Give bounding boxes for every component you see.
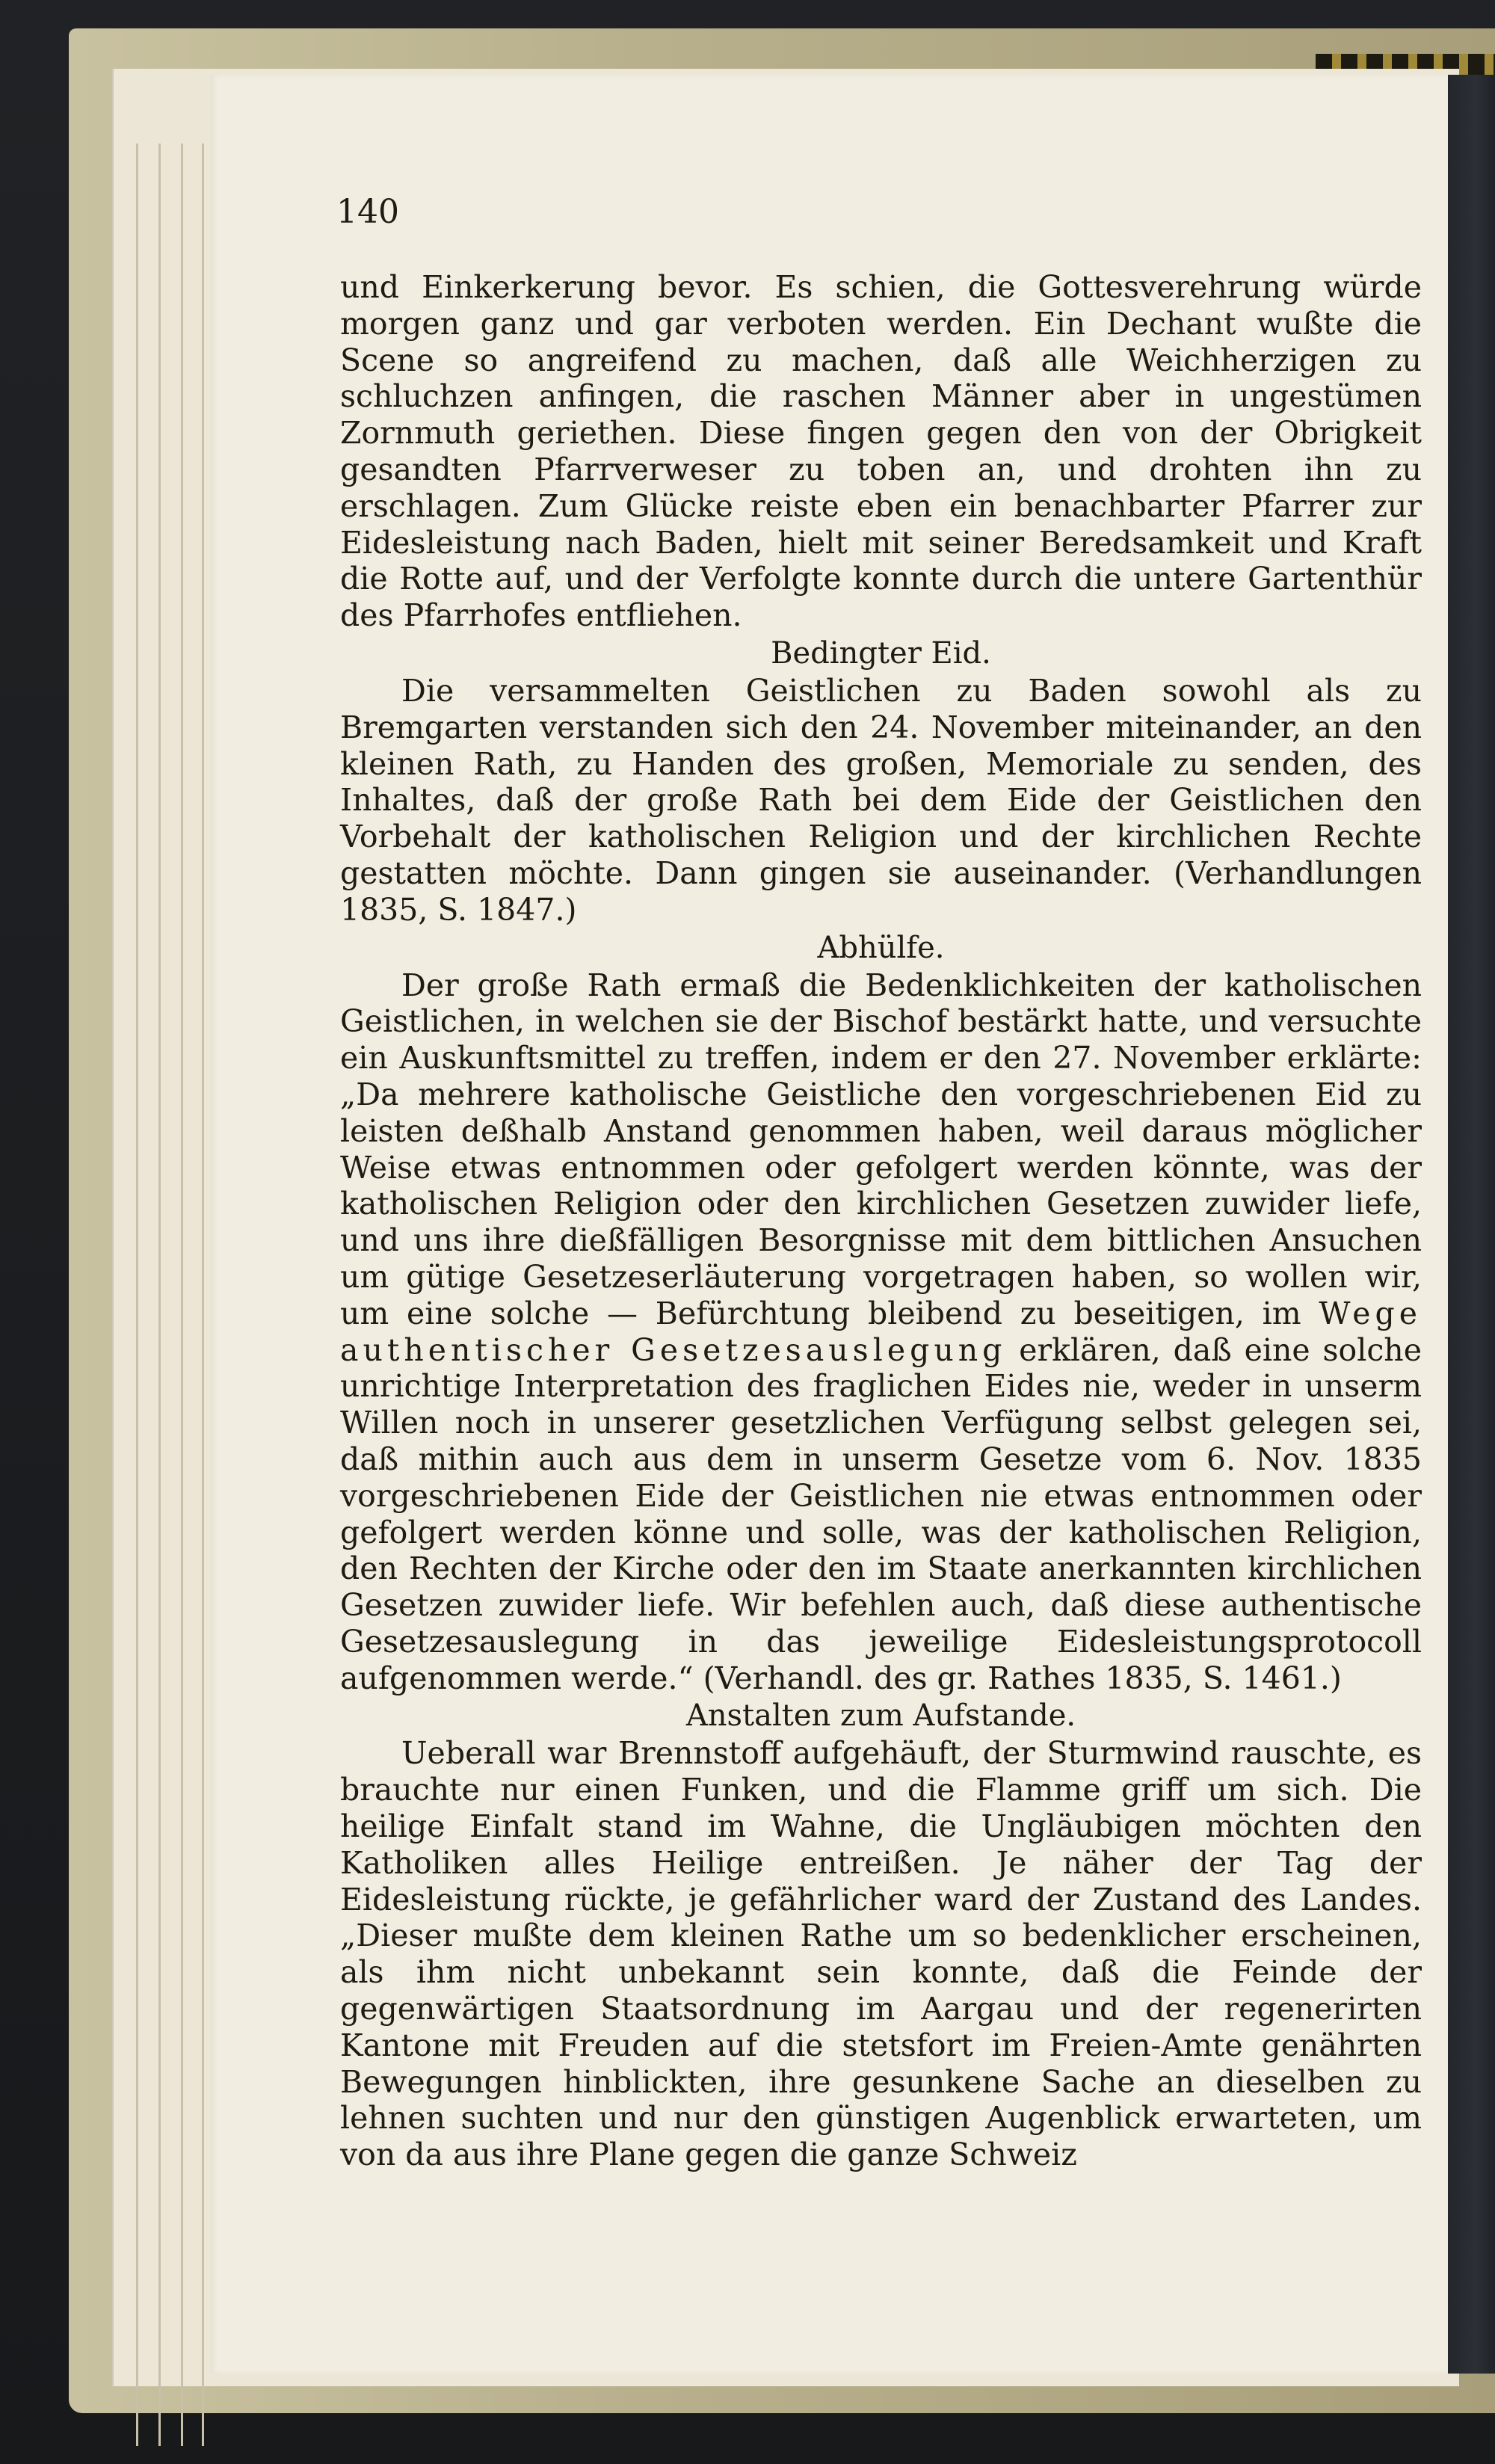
page-edge-line bbox=[181, 144, 183, 2446]
paragraph-4: Ueberall war Brennstoff aufgehäuft, der Sturmwind rauschte, es brauchte nur einen Funken, und die Flamme griff um sich. Die heilige Einfalt stand im Wahne, die Ungläubigen möchten den Katholiken alles Heilige entreißen. Je näher der Tag der Eidesleistung rückte, je gefährlicher ward der Zustand des Landes. „Dieser mußte dem kleinen Rathe um so bedenklicher erscheinen, als ihm nicht unbekannt sein konnte, daß die Feinde der gegenwärtigen Staatsordnung im Aargau und der regenerirten Kantone mit Freuden auf die stetsfort im Freien-Amte genährten Bewegungen hinblickten, ihre gesunkene Sache an dieselben zu lehnen suchten und nur den günstigen Augenblick erwarteten, um von da aus ihre Plane gegen die ganze Schweiz bbox=[340, 1735, 1422, 2173]
section-heading-bedingter-eid: Bedingter Eid. bbox=[771, 635, 991, 671]
paragraph-3 bbox=[340, 967, 1422, 1697]
paragraph-3-part-2: erklären, daß eine solche unrichtige Interpretation des fraglichen Eides nie, weder in unserm Willen noch in unserer gesetzlichen Verfügung selbst gelegen sei, daß mithin auch aus dem in unserm Gesetze vom 6. Nov. 1835 vorgeschriebenen Eide der Geistlichen nie etwas entnommen oder gefolgert werden könne und solle, was der katholischen Religion, den Rechten der Kirche oder den im Staate anerkannten kirchlichen Gesetzen zuwider liefe. Wir befehlen auch, daß diese authentische Gesetzesauslegung in das jeweilige Eidesleistungsprotocoll aufgenommen werde.“ (Verhandl. des gr. Rathes 1835, S. 1461.) bbox=[340, 1331, 1422, 1696]
page-edge-line bbox=[136, 144, 138, 2446]
section-heading-anstalten: Anstalten zum Aufstande. bbox=[685, 1698, 1076, 1734]
paragraph-3-emphasis: Wege authentischer Gesetzesauslegung bbox=[340, 1295, 1422, 1368]
paragraph-2: Die versammelten Geistlichen zu Baden sowohl als zu Bremgarten verstanden sich den 24. November miteinander, an den kleinen Rath, zu Handen des großen, Memoriale zu senden, des Inhaltes, daß der große Rath bei dem Eide der Geistlichen den Vorbehalt der katholischen Religion und der kirchlichen Rechte gestatten möchte. Dann gingen sie auseinander. (Verhandlungen 1835, S. 1847.) bbox=[340, 672, 1422, 928]
paragraph-1: und Einkerkerung bevor. Es schien, die Gottesverehrung würde morgen ganz und gar verboten werden. Ein Dechant wußte die Scene so angreifend zu machen, daß alle Weichherzigen zu schluchzen anfingen, die raschen Männer aber in ungestümen Zornmuth geriethen. Diese fingen gegen den von der Obrigkeit gesandten Pfarrverweser zu toben an, und drohten ihn zu erschlagen. Zum Glücke reiste eben ein benachbarter Pfarrer zur Eidesleistung nach Baden, hielt mit seiner Beredsamkeit und Kraft die Rotte auf, und der Verfolgte konnte durch die untere Gartenthür des Pfarrhofes entfliehen. bbox=[340, 269, 1422, 634]
section-heading-abhuelfe: Abhülfe. bbox=[817, 930, 945, 965]
page-number: 140 bbox=[336, 193, 399, 231]
paragraph-3-part-1: Der große Rath ermaß die Bedenklichkeiten der katholischen Geistlichen, in welchen sie der Bischof bestärkt hatte, und versuchte ein Auskunftsmittel zu treffen, indem er den 27. November erklärte: „Da mehrere katholische Geistliche den vorgeschriebenen Eid zu leisten deßhalb Anstand genommen haben, weil daraus möglicher Weise etwas entnommen oder gefolgert werden könnte, was der katholischen Religion oder den kirchlichen Gesetzen zuwider liefe, und uns ihre dießfälligen Besorgnisse mit dem bittlichen Ansuchen um gütige Gesetzeserläuterung vorgetragen haben, so wollen wir, um eine solche — Befürchtung bleibend zu beseitigen, im bbox=[340, 967, 1422, 1331]
page-text bbox=[340, 269, 1422, 2173]
page-edge-line bbox=[202, 144, 204, 2446]
page-edge-line bbox=[158, 144, 161, 2446]
facing-page-edge bbox=[1448, 75, 1495, 2374]
